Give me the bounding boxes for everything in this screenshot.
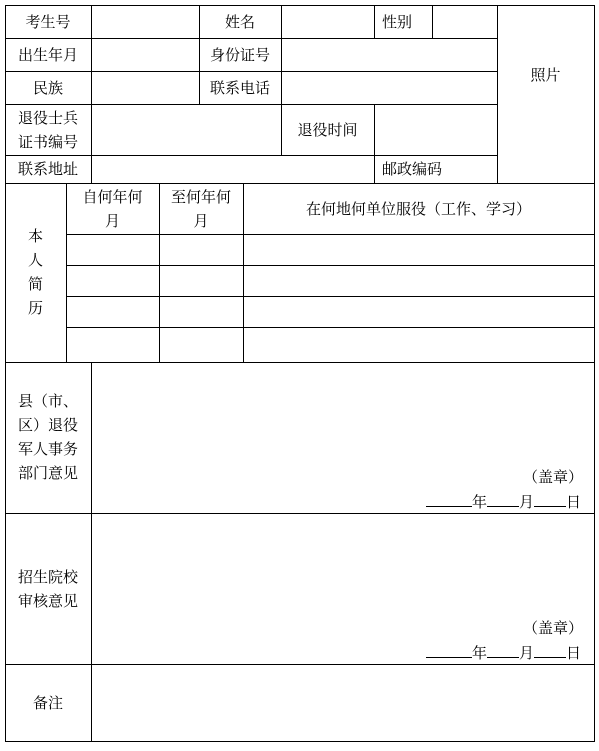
- county-year-blank[interactable]: [426, 492, 472, 507]
- resume-cell[interactable]: [66, 265, 159, 296]
- remarks-label: 备注: [32, 693, 63, 712]
- county-opinion-label-line: 县（市、: [17, 392, 78, 410]
- ethnicity-label: 民族: [32, 78, 63, 97]
- address-label: 联系地址: [17, 160, 78, 178]
- county-day-blank[interactable]: [534, 492, 566, 507]
- resume-label-char: 简: [27, 275, 43, 293]
- col-from-line1: 自何年何: [82, 187, 143, 206]
- county-opinion-label-line: 军人事务: [17, 440, 78, 458]
- col-from-line2: 月: [104, 211, 120, 230]
- resume-label: [5, 212, 66, 332]
- school-year-label: 年: [472, 644, 488, 662]
- school-day-blank[interactable]: [534, 643, 566, 658]
- resume-cell[interactable]: [243, 234, 594, 265]
- phone-label: 联系电话: [209, 78, 270, 97]
- id-no-label: 身份证号: [209, 45, 270, 64]
- county-day-label: 日: [566, 493, 582, 511]
- gender-field[interactable]: [432, 5, 497, 38]
- resume-cell[interactable]: [243, 296, 594, 327]
- col-to-line1: 至何年何: [170, 187, 231, 206]
- county-date: [426, 491, 581, 512]
- school-seal: （盖章）: [523, 619, 584, 637]
- resume-cell[interactable]: [66, 234, 159, 265]
- exam-no-label: 考生号: [25, 12, 71, 31]
- border-right: [594, 5, 595, 742]
- county-seal: （盖章）: [523, 468, 584, 486]
- discharge-cert-label-line2: 证书编号: [17, 132, 78, 151]
- discharge-time-field[interactable]: [374, 104, 497, 155]
- resume-label-char: 历: [27, 299, 43, 317]
- resume-cell[interactable]: [159, 265, 243, 296]
- col-to-line2: 月: [193, 211, 209, 230]
- postcode-label: 邮政编码: [382, 160, 443, 178]
- county-opinion-label-line: 区）退役: [17, 416, 78, 434]
- county-month-blank[interactable]: [487, 492, 519, 507]
- name-field[interactable]: [281, 5, 374, 38]
- remarks-field[interactable]: [91, 664, 594, 741]
- resume-cell[interactable]: [159, 327, 243, 362]
- school-month-blank[interactable]: [487, 643, 519, 658]
- resume-label-char: 人: [27, 251, 43, 269]
- school-year-blank[interactable]: [426, 643, 472, 658]
- resume-cell[interactable]: [243, 265, 594, 296]
- school-month-label: 月: [519, 644, 535, 662]
- county-opinion-label: [5, 385, 91, 489]
- phone-field[interactable]: [281, 71, 497, 104]
- resume-cell[interactable]: [66, 327, 159, 362]
- id-no-field[interactable]: [281, 38, 497, 71]
- ethnicity-field[interactable]: [91, 71, 199, 104]
- school-opinion-label-line: 招生院校: [17, 568, 78, 586]
- photo-box[interactable]: 照片: [530, 66, 561, 84]
- county-opinion-field[interactable]: [91, 362, 594, 462]
- gender-label: 性别: [382, 12, 413, 31]
- school-date: [426, 642, 581, 663]
- birth-field[interactable]: [91, 38, 199, 71]
- col-to-header: [159, 183, 243, 234]
- resume-cell[interactable]: [159, 296, 243, 327]
- resume-label-char: 本: [27, 227, 43, 245]
- discharge-cert-field[interactable]: [91, 104, 281, 155]
- birth-label: 出生年月: [17, 45, 78, 64]
- county-opinion-label-line: 部门意见: [17, 464, 78, 482]
- discharge-cert-label: [5, 104, 91, 155]
- county-year-label: 年: [472, 493, 488, 511]
- border-bottom: [5, 741, 595, 742]
- exam-no-field[interactable]: [91, 5, 199, 38]
- resume-cell[interactable]: [159, 234, 243, 265]
- col-from-header: [66, 183, 159, 234]
- postcode-field[interactable]: [497, 155, 594, 183]
- school-opinion-label: [5, 564, 91, 614]
- resume-cell[interactable]: [66, 296, 159, 327]
- discharge-cert-label-line1: 退役士兵: [17, 108, 78, 127]
- school-day-label: 日: [566, 644, 582, 662]
- discharge-time-label: 退役时间: [297, 120, 358, 139]
- school-opinion-field[interactable]: [91, 513, 594, 613]
- name-label: 姓名: [224, 12, 255, 31]
- county-month-label: 月: [519, 493, 535, 511]
- col-where-header: 在何地何单位服役（工作、学习）: [305, 199, 531, 218]
- resume-cell[interactable]: [243, 327, 594, 362]
- address-field[interactable]: [91, 155, 374, 183]
- school-opinion-label-line: 审核意见: [17, 592, 78, 610]
